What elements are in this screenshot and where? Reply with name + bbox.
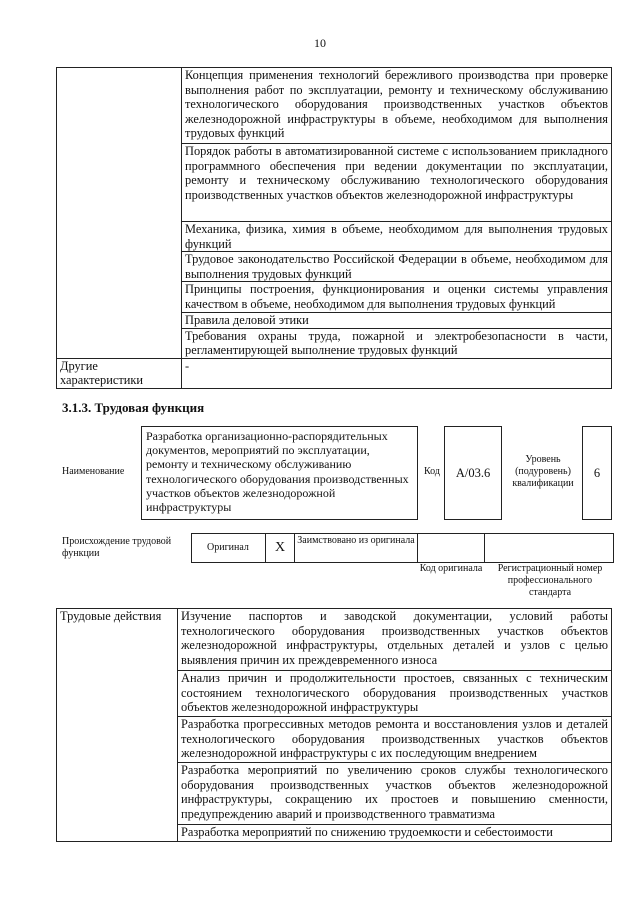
knowledge-item: Требования охраны труда, пожарной и электробезопасности в части, регламентирующей выполнение трудовых функций: [182, 328, 612, 358]
knowledge-item: Принципы построения, функционирования и оценки системы управления качеством в объеме, необходимом для выполнения трудовых функций: [182, 282, 612, 312]
action-item: Разработка мероприятий по снижению трудоемкости и себестоимости: [178, 825, 612, 842]
knowledge-item: Трудовое законодательство Российской Федерации в объеме, необходимом для выполнения трудовых функций: [182, 252, 612, 282]
origin-label: Происхождение трудовой функции: [62, 536, 172, 559]
original-mark: X: [265, 533, 295, 563]
knowledge-item: Концепция применения технологий бережливого производства при проверке выполнения работ по эксплуатации, ремонту и техническому обслуживанию технологического оборудования производственных участков объектов железнодорожной инфраструктуры в объеме, необходимом для выполнения трудовых функций: [182, 68, 612, 144]
knowledge-item: Механика, физика, химия в объеме, необходимом для выполнения трудовых функций: [182, 222, 612, 252]
function-name-box: Разработка организационно-распорядительных документов, мероприятий по эксплуатации, ремонту и техническому обслуживанию технологического оборудования производственных участков объектов железнодорожной инфраструктуры: [141, 426, 418, 520]
level-label: Уровень (подуровень) квалификации: [512, 454, 574, 489]
code-original-box: [417, 533, 485, 563]
borrowed-label: Заимствовано из оригинала: [297, 535, 415, 546]
actions-label: Трудовые действия: [57, 609, 178, 842]
reg-number-caption: Регистрационный номер профессионального стандарта: [497, 563, 603, 598]
page-number: 10: [314, 36, 326, 50]
knowledge-item: Порядок работы в автоматизированной системе с использованием прикладного программного обеспечения при ведении документации по эксплуатации, ремонту и техническому обслуживанию технологического оборудования производственных участков объектов железнодорожной инфраструктуры: [182, 144, 612, 222]
other-characteristics-value: -: [182, 358, 612, 388]
knowledge-table: [56, 67, 612, 389]
other-characteristics-label: Другие характеристики: [57, 358, 182, 388]
action-item: Изучение паспортов и заводской документации, условий работы технологического оборудования производственных участков объектов железнодорожной инфраструктуры, отдельных деталей и узлов с целью выявления причин их преждевременного износа: [178, 609, 612, 671]
code-value-box: А/03.6: [444, 426, 502, 520]
code-label: Код: [424, 466, 440, 477]
knowledge-label-cell: [57, 68, 182, 359]
action-item: Разработка прогрессивных методов ремонта и восстановления узлов и деталей технологического оборудования производственных участков объектов железнодорожной инфраструктуры с их последующим внедрением: [178, 717, 612, 763]
knowledge-item: Правила деловой этики: [182, 312, 612, 328]
level-value-box: 6: [582, 426, 612, 520]
actions-table: [56, 608, 612, 842]
code-original-caption: Код оригинала: [419, 563, 483, 574]
name-label: Наименование: [62, 466, 125, 477]
section-heading: 3.1.3. Трудовая функция: [62, 400, 205, 415]
original-label: Оригинал: [207, 542, 249, 553]
action-item: Анализ причин и продолжительности простоев, связанных с техническим состоянием технологического оборудования производственных участков объектов железнодорожной инфраструктуры: [178, 671, 612, 717]
action-item: Разработка мероприятий по увеличению сроков службы технологического оборудования производственных участков объектов железнодорожной инфраструктуры, сокращению их простоев и повышению сменности, предупреждению аварий и производственного травматизма: [178, 763, 612, 825]
